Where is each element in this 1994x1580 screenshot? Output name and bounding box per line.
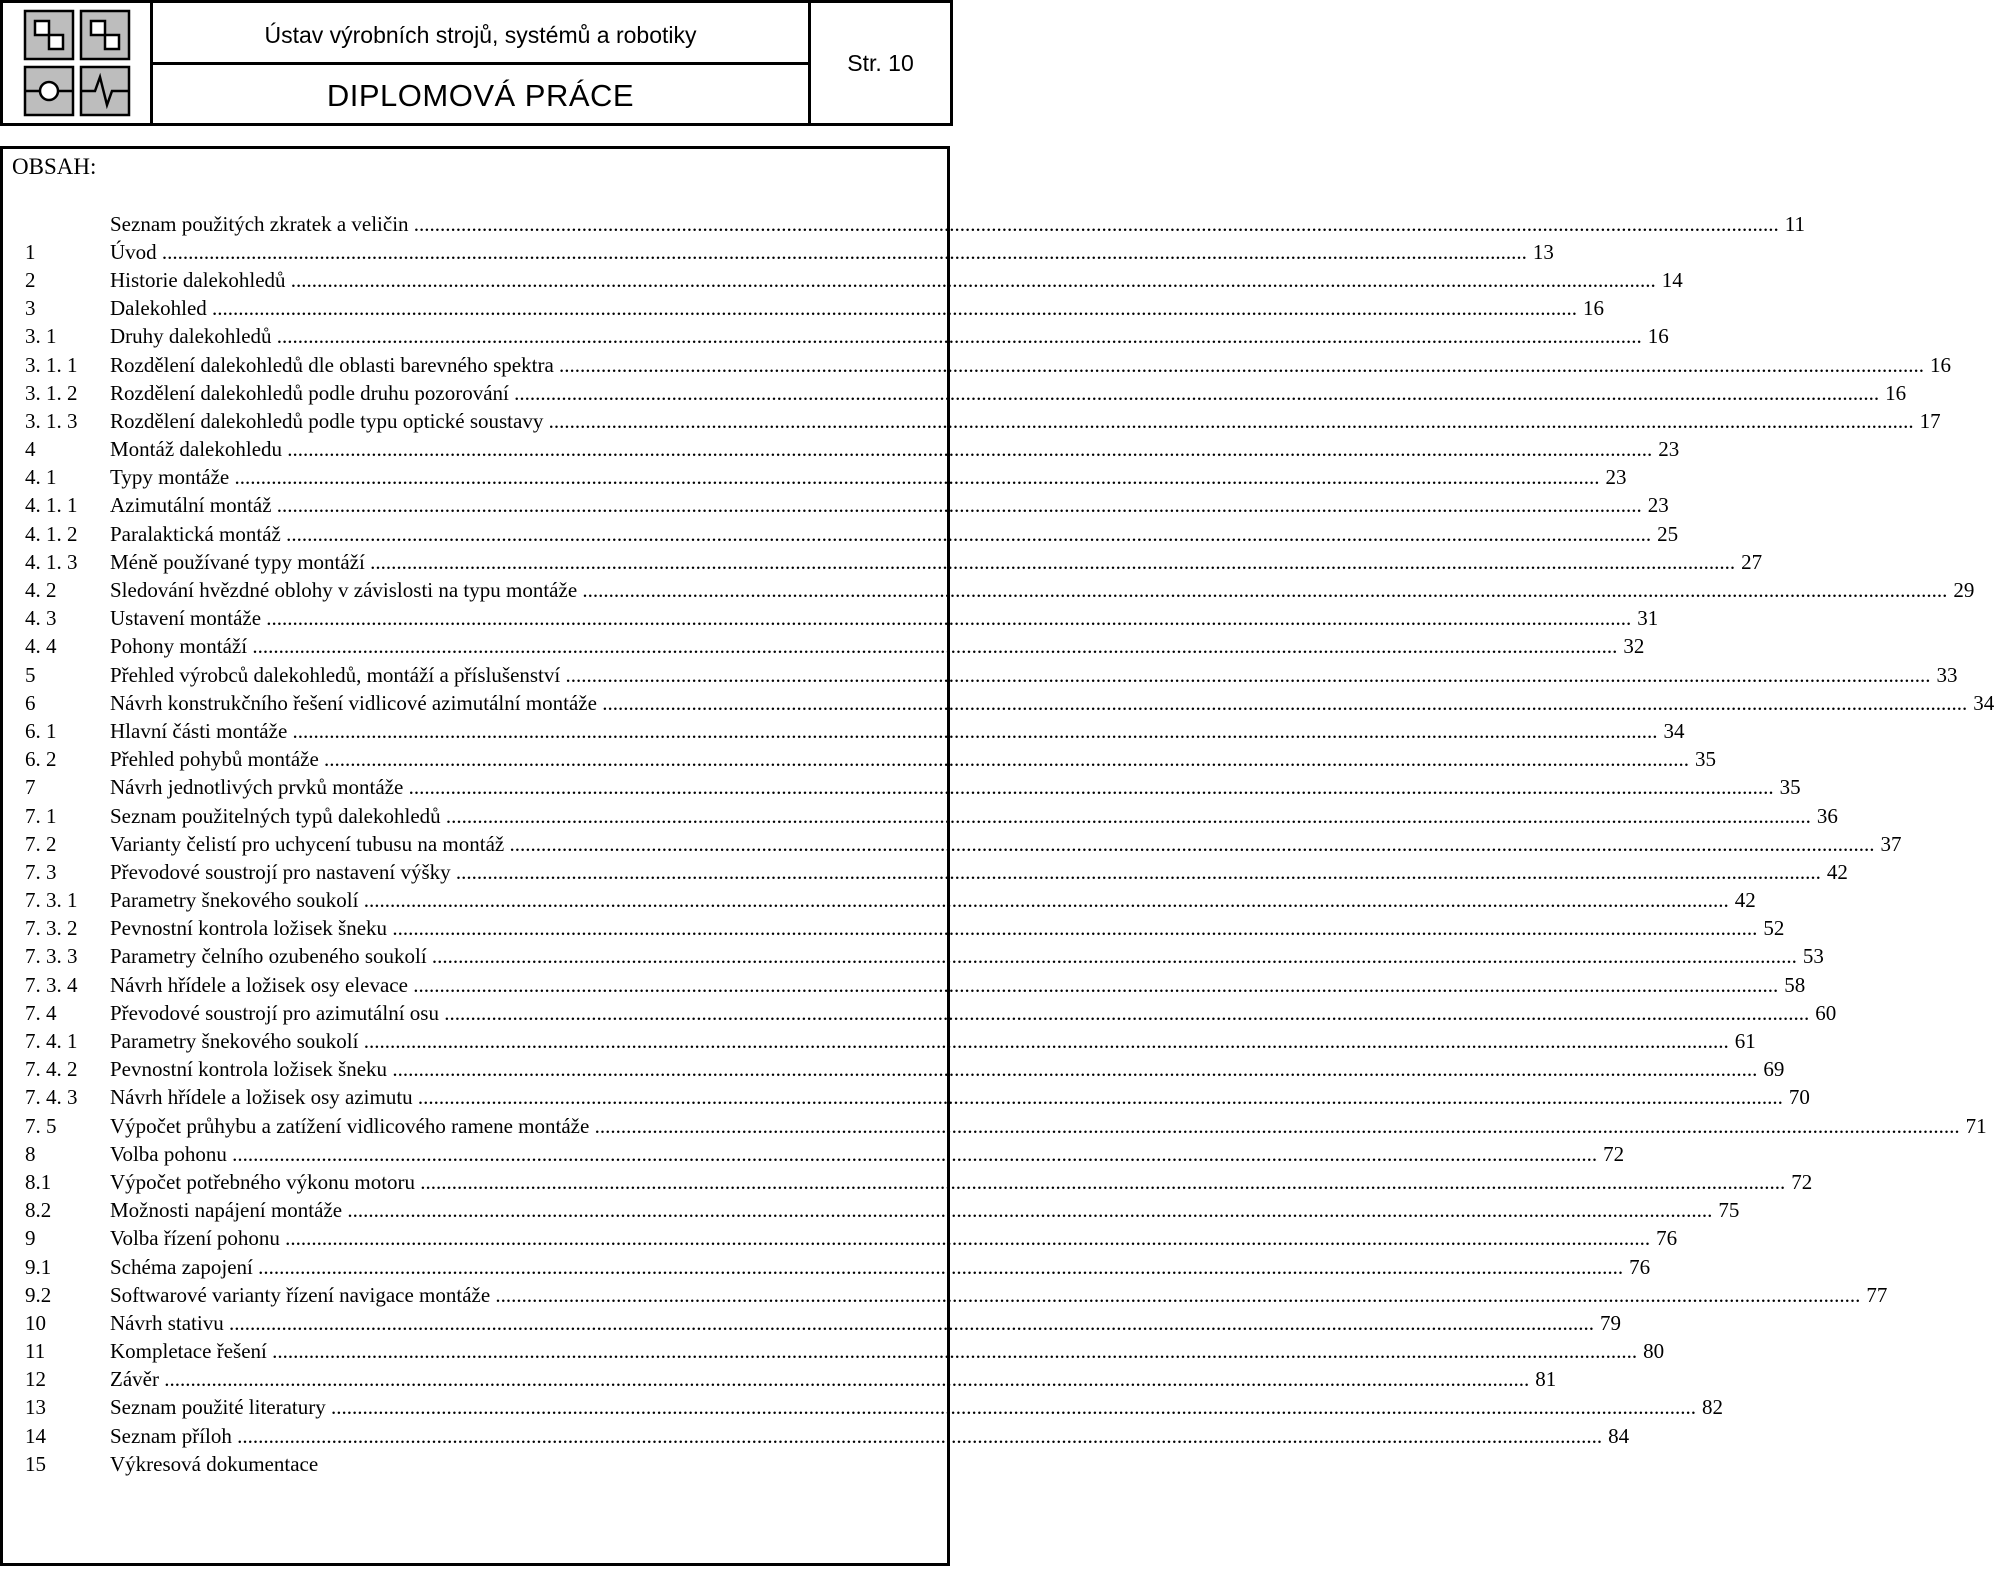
toc-entry-page: 69 [1763,1057,1785,1082]
toc-dot-leader: .................................................................................................................................................................................................................................................................... [325,1395,1697,1420]
toc-entry-title-text: Návrh hřídele a ložisek osy elevace [110,972,408,997]
toc-entry[interactable] [25,1168,1813,1196]
toc-entry[interactable] [25,436,1680,464]
toc-entry-title-text: Hlavní části montáže [110,718,288,743]
toc-entry-title [110,1395,1696,1420]
toc-entry-number: 8.1 [25,1169,52,1194]
toc-entry-number: 8 [25,1141,36,1166]
toc-entry-title [110,353,1924,378]
toc-entry[interactable] [25,1197,1740,1225]
toc-entry[interactable] [25,1112,1987,1140]
toc-entry-title-text: Seznam použitelných typů dalekohledů [110,803,441,828]
toc-entry-title-text: Pevnostní kontrola ložisek šneku [110,1057,388,1082]
toc-entry-title-text: Převodové soustrojí pro azimutální osu [110,1000,439,1025]
toc-entry-title [110,1339,1637,1364]
toc-entry-title [110,578,1947,603]
toc-entry-title [110,1283,1860,1308]
toc-entry-title [110,1170,1785,1195]
toc-entry-title-text: Úvod [110,239,157,264]
toc-dot-leader: .................................................................................................................................................................................................................................................................... [415,1169,1786,1194]
toc-entry[interactable] [25,915,1785,943]
toc-entry-title-text: Schéma zapojení [110,1254,253,1279]
toc-entry-title [110,1001,1809,1026]
toc-dot-leader: .................................................................................................................................................................................................................................................................... [560,662,1931,687]
toc-entry-number: 6 [25,690,36,715]
toc-entry-title-text: Závěr [110,1367,159,1392]
toc-entry-title [110,1198,1712,1223]
toc-entry[interactable] [25,1253,1651,1281]
toc-entry[interactable] [25,295,1605,323]
toc-entry-title-text: Historie dalekohledů [110,267,286,292]
toc-entry-page: 77 [1866,1282,1888,1307]
toc-dot-leader: .................................................................................................................................................................................................................................................................... [504,831,1875,856]
toc-entry-page: 84 [1608,1423,1630,1448]
toc-dot-leader: .................................................................................................................................................................................................................................................................... [287,718,1658,743]
toc-entry-page: 53 [1802,944,1824,969]
toc-entry-page: 75 [1718,1198,1740,1223]
toc-entry-page: 71 [1965,1113,1987,1138]
toc-dot-leader: .................................................................................................................................................................................................................................................................... [358,888,1729,913]
toc-entry-title-text: Varianty čelistí pro uchycení tubusu na montáž [110,831,505,856]
toc-entry-number: 3. 1 [25,324,57,349]
toc-entry-title [110,240,1527,265]
toc-entry-number: 4 [25,437,36,462]
toc-entry-number: 4. 1. 2 [25,521,78,546]
toc-entry-title-text: Návrh stativu [110,1310,224,1335]
toc-dot-leader: .................................................................................................................................................................................................................................................................... [412,1085,1783,1110]
toc-entry-number: 6. 1 [25,718,57,743]
toc-entry[interactable] [25,1422,1630,1450]
toc-entry-title [110,522,1651,547]
toc-entry-page: 42 [1734,888,1756,913]
toc-entry-number: 4. 1 [25,465,57,490]
toc-dot-leader: .................................................................................................................................................................................................................................................................... [553,352,1925,377]
toc-dot-leader: .................................................................................................................................................................................................................................................................... [577,578,1948,603]
toc-dot-leader: .................................................................................................................................................................................................................................................................... [223,1310,1594,1335]
toc-heading: OBSAH: [12,154,97,179]
toc-entry[interactable] [25,1394,1724,1422]
toc-entry-title [110,804,1811,829]
toc-dot-leader: .................................................................................................................................................................................................................................................................... [156,239,1527,264]
toc-entry-page: 34 [1973,690,1994,715]
toc-dot-leader: .................................................................................................................................................................................................................................................................... [231,1423,1603,1448]
toc-dot-leader: .................................................................................................................................................................................................................................................................... [589,1113,1960,1138]
toc-entry[interactable] [25,858,1848,886]
toc-entry[interactable] [25,407,1941,435]
toc-entry-page: 27 [1741,549,1763,574]
toc-entry-page: 35 [1695,747,1717,772]
toc-entry-page: 23 [1605,465,1627,490]
toc-entry[interactable] [25,1309,1621,1337]
page-header [0,0,953,126]
toc-entry-title-text: Návrh hřídele a ložisek osy azimutu [110,1085,413,1110]
toc-entry[interactable] [25,887,1756,915]
toc-entry-page: 52 [1763,916,1785,941]
toc-dot-leader: .................................................................................................................................................................................................................................................................... [408,211,1779,236]
toc-entry-title [110,1367,1529,1392]
toc-entry[interactable] [25,717,1685,745]
toc-entry-title-text: Převodové soustrojí pro nastavení výšky [110,859,451,884]
toc-dot-leader: .................................................................................................................................................................................................................................................................... [266,1339,1638,1364]
toc-dot-leader: .................................................................................................................................................................................................................................................................... [387,1057,1758,1082]
toc-entry-page: 17 [1919,408,1941,433]
toc-entry-title-text: Typy montáže [110,465,230,490]
toc-entry[interactable] [25,605,1659,633]
toc-entry-page: 16 [1647,324,1669,349]
toc-entry-title-text: Návrh jednotlivých prvků montáže [110,775,404,800]
toc-entry-title-text: Přehled pohybů montáže [110,747,319,772]
toc-dot-leader: .................................................................................................................................................................................................................................................................... [158,1367,1530,1392]
toc-entry-title-text: Softwarové varianty řízení navigace montáže [110,1282,491,1307]
toc-dot-leader: .................................................................................................................................................................................................................................................................... [490,1282,1861,1307]
toc-entry-title [110,719,1658,744]
toc-dot-leader: .................................................................................................................................................................................................................................................................... [252,1254,1624,1279]
toc-entry[interactable] [25,689,1994,717]
toc-entry-title [110,1085,1783,1110]
toc-entry-page: 82 [1702,1395,1724,1420]
toc-entry-title [110,1424,1602,1449]
toc-entry-number: 2 [25,267,36,292]
toc-entry-number: 7. 3. 4 [25,972,78,997]
toc-entry-title [110,437,1652,462]
toc-entry-page: 79 [1599,1310,1621,1335]
toc-entry-title [110,747,1689,772]
toc-dot-leader: .................................................................................................................................................................................................................................................................... [438,1000,1810,1025]
toc-dot-leader: .................................................................................................................................................................................................................................................................... [358,1029,1729,1054]
toc-entry-title [110,1226,1650,1251]
toc-entry-title-text: Parametry šnekového soukolí [110,888,359,913]
toc-dot-leader: .................................................................................................................................................................................................................................................................... [596,690,1968,715]
toc-entry-page: 60 [1815,1000,1837,1025]
toc-entry-title [110,606,1631,631]
toc-entry-title [110,465,1600,490]
toc-dot-leader: .................................................................................................................................................................................................................................................................... [247,634,1618,659]
document-type: DIPLOMOVÁ PRÁCE [326,78,635,113]
toc-dot-leader: .................................................................................................................................................................................................................................................................... [226,1141,1598,1166]
toc-entry-page: 31 [1637,606,1659,631]
toc-dot-leader: .................................................................................................................................................................................................................................................................... [285,267,1656,292]
toc-entry-title [110,691,1967,716]
toc-entry[interactable] [25,1338,1665,1366]
toc-entry-title [110,268,1656,293]
toc-entry-page: 72 [1791,1169,1813,1194]
toc-entry-number: 7. 3. 3 [25,944,78,969]
toc-entry-title-text: Druhy dalekohledů [110,324,272,349]
toc-entry-page: 11 [1784,211,1806,236]
toc-entry-title-text: Výkresová dokumentace [110,1451,319,1476]
toc-entry[interactable] [25,633,1645,661]
toc-entry-page: 16 [1930,352,1952,377]
toc-entry-page: 61 [1734,1029,1756,1054]
toc-dot-leader: .................................................................................................................................................................................................................................................................... [271,493,1642,518]
toc-entry-title-text: Rozdělení dalekohledů podle typu optické soustavy [110,408,544,433]
toc-entry-title-text: Rozdělení dalekohledů dle oblasti barevného spektra [110,352,554,377]
toc-entry-title-text: Výpočet potřebného výkonu motoru [110,1169,416,1194]
toc-entry-title-text: Parametry čelního ozubeného soukolí [110,944,427,969]
toc-entry-page: 80 [1643,1339,1665,1364]
toc-entry-page: 23 [1647,493,1669,518]
toc-entry-number: 7. 4. 1 [25,1029,78,1054]
toc-entry-number: 4. 3 [25,606,57,631]
toc-entry-title-text: Dalekohled [110,296,207,321]
toc-entry-number: 10 [25,1310,46,1335]
toc-entry-number: 7. 3. 1 [25,888,78,913]
toc-entry-number: 9 [25,1226,36,1251]
toc-entry-number: 9.1 [25,1254,52,1279]
toc-entry-number: 7. 4. 3 [25,1085,78,1110]
toc-dot-leader: .................................................................................................................................................................................................................................................................... [261,606,1632,631]
toc-entry-number: 4. 2 [25,578,57,603]
toc-entry-number: 4. 4 [25,634,57,659]
toc-dot-leader: .................................................................................................................................................................................................................................................................... [387,916,1758,941]
toc-dot-leader: .................................................................................................................................................................................................................................................................... [206,296,1578,321]
toc-entry[interactable] [25,802,1838,830]
toc-entry-title-text: Rozdělení dalekohledů podle druhu pozorování [110,380,509,405]
toc-dot-leader: .................................................................................................................................................................................................................................................................... [280,521,1652,546]
toc-entry[interactable] [25,266,1683,294]
toc-entry-number: 7. 4. 2 [25,1057,78,1082]
toc-entry-title [110,409,1914,434]
toc-entry-page: 33 [1936,662,1958,687]
toc-entry-number: 6. 2 [25,747,57,772]
toc-entry-title [110,1057,1757,1082]
toc-entry-number: 7. 2 [25,831,57,856]
toc-entry-page: 29 [1953,578,1975,603]
toc-entry-title [110,212,1779,237]
table-of-contents [25,210,1994,1478]
toc-entry-page: 16 [1583,296,1605,321]
toc-entry[interactable] [25,1140,1625,1168]
toc-entry[interactable] [25,971,1806,999]
toc-entry[interactable] [25,661,1958,689]
toc-dot-leader: .................................................................................................................................................................................................................................................................... [282,437,1653,462]
toc-entry-title [110,324,1642,349]
toc-dot-leader: .................................................................................................................................................................................................................................................................... [426,944,1797,969]
toc-entry-title [110,381,1879,406]
toc-entry-page: 23 [1658,437,1680,462]
toc-entry-title-text: Výpočet průhybu a zatížení vidlicového ramene montáže [110,1113,590,1138]
toc-entry-title [110,1311,1594,1336]
toc-entry-page: 14 [1661,267,1683,292]
toc-entry-page: 35 [1779,775,1801,800]
toc-entry-title [110,775,1774,800]
toc-entry-title-text: Paralaktická montáž [110,521,281,546]
toc-entry-title [110,973,1778,998]
toc-entry-title [110,860,1821,885]
toc-entry-title [110,832,1874,857]
toc-entry[interactable] [25,323,1669,351]
toc-entry-title [110,1452,899,1477]
toc-entry-title [110,663,1930,688]
toc-entry-title-text: Pohony montáží [110,634,248,659]
toc-entry-title [110,493,1642,518]
toc-entry-page: 13 [1532,239,1554,264]
toc-entry-title-text: Volba pohonu [110,1141,227,1166]
header-title-block [153,3,811,123]
institute-logo [3,3,153,123]
toc-entry-title-text: Parametry šnekového soukolí [110,1029,359,1054]
toc-entry-number: 8.2 [25,1198,52,1223]
toc-entry-title-text: Pevnostní kontrola ložisek šneku [110,916,388,941]
toc-dot-leader: .................................................................................................................................................................................................................................................................... [543,408,1914,433]
toc-entry-page: 32 [1623,634,1645,659]
toc-entry[interactable] [25,576,1975,604]
toc-dot-leader: .................................................................................................................................................................................................................................................................... [508,380,1880,405]
toc-entry-title [110,1114,1960,1139]
toc-entry-title [110,944,1797,969]
toc-entry-page: 76 [1656,1226,1678,1251]
toc-entry-page: 42 [1826,859,1848,884]
toc-entry-number: 1 [25,239,36,264]
toc-entry-number: 7. 1 [25,803,57,828]
toc-entry-page: 36 [1816,803,1838,828]
toc-dot-leader: .................................................................................................................................................................................................................................................................... [279,1226,1651,1251]
toc-entry-number: 7 [25,775,36,800]
toc-entry-number: 3. 1. 2 [25,380,78,405]
toc-dot-leader: .................................................................................................................................................................................................................................................................... [403,775,1774,800]
toc-entry-title [110,296,1577,321]
toc-entry-number: 12 [25,1367,46,1392]
toc-entry-title-text: Seznam použité literatury [110,1395,326,1420]
toc-entry[interactable] [25,520,1679,548]
toc-entry[interactable] [25,943,1824,971]
toc-entry-title-text: Seznam použitých zkratek a veličin [110,211,409,236]
toc-entry[interactable] [25,774,1801,802]
toc-entry-title [110,550,1735,575]
toc-dot-leader: .................................................................................................................................................................................................................................................................... [229,465,1600,490]
toc-entry-number: 4. 1. 1 [25,493,78,518]
institute-logo-icon [21,7,133,119]
toc-dot-leader: .................................................................................................................................................................................................................................................................... [450,859,1821,884]
toc-entry-number: 3 [25,296,36,321]
toc-entry-title [110,888,1729,913]
toc-entry-number: 5 [25,662,36,687]
toc-dot-leader: .................................................................................................................................................................................................................................................................... [364,549,1736,574]
toc-entry-title-text: Azimutální montáž [110,493,272,518]
toc-entry-number: 11 [25,1339,46,1364]
toc-entry[interactable] [25,238,1554,266]
toc-dot-leader: .................................................................................................................................................................................................................................................................... [271,324,1642,349]
toc-entry-page: 76 [1629,1254,1651,1279]
toc-entry[interactable] [25,746,1717,774]
toc-entry-page: 34 [1663,718,1685,743]
toc-entry-number: 3. 1. 3 [25,408,78,433]
toc-entry-number: 15 [25,1451,46,1476]
toc-entry-title-text: Kompletace řešení [110,1339,267,1364]
toc-entry-number: 3. 1. 1 [25,352,78,377]
toc-dot-leader: .................................................................................................................................................................................................................................................................... [318,747,1690,772]
toc-entry-number: 13 [25,1395,46,1420]
toc-entry-title [110,916,1757,941]
institute-name: Ústav výrobních strojů, systémů a robotiky [153,3,808,65]
toc-entry[interactable] [25,379,1907,407]
toc-entry-title-text: Možnosti napájení montáže [110,1198,343,1223]
toc-entry[interactable] [25,210,1806,238]
toc-entry[interactable] [25,1056,1785,1084]
toc-entry[interactable] [25,999,1837,1027]
toc-entry-title [110,1255,1623,1280]
toc-entry[interactable] [25,1281,1888,1309]
toc-entry[interactable] [25,492,1669,520]
toc-entry-title [110,634,1617,659]
toc-entry[interactable] [25,1027,1756,1055]
toc-dot-leader: .................................................................................................................................................................................................................................................................... [440,803,1811,828]
toc-entry-title-text: Sledování hvězdné oblohy v závislosti na typu montáže [110,578,578,603]
toc-entry-number: 7. 4 [25,1000,57,1025]
toc-entry[interactable] [25,1084,1810,1112]
toc-entry-title [110,1142,1597,1167]
toc-dot-leader: .................................................................................................................................................................................................................................................................... [407,972,1779,997]
toc-dot-leader: .................................................................................................................................................................................................................................................................... [342,1198,1713,1223]
toc-entry-page: 58 [1784,972,1806,997]
toc-entry[interactable] [25,548,1763,576]
toc-entry-number: 4. 1. 3 [25,549,78,574]
toc-entry-number: 7. 5 [25,1113,57,1138]
toc-entry-page: 37 [1880,831,1902,856]
toc-entry[interactable] [25,351,1952,379]
page-number: Str. 10 [847,50,914,76]
toc-entry-title-text: Ustavení montáže [110,606,262,631]
toc-entry-page: 25 [1657,521,1679,546]
toc-entry-page: 72 [1603,1141,1625,1166]
toc-entry[interactable] [25,1450,905,1478]
toc-entry-title-text: Méně používané typy montáží [110,549,365,574]
toc-entry-page: 16 [1885,380,1907,405]
toc-entry-title-text: Volba řízení pohonu [110,1226,280,1251]
toc-entry-number: 14 [25,1423,46,1448]
toc-entry-page: 81 [1535,1367,1557,1392]
toc-entry-title-text: Přehled výrobců dalekohledů, montáží a příslušenství [110,662,561,687]
toc-entry-title [110,1029,1729,1054]
toc-entry[interactable] [25,1225,1678,1253]
toc-entry-number: 9.2 [25,1282,52,1307]
toc-entry-title-text: Návrh konstrukčního řešení vidlicové azimutální montáže [110,690,597,715]
toc-entry-page: 70 [1788,1085,1810,1110]
toc-entry-title-text: Seznam příloh [110,1423,232,1448]
toc-entry-number: 7. 3. 2 [25,916,78,941]
toc-entry[interactable] [25,830,1902,858]
toc-entry[interactable] [25,464,1627,492]
toc-entry-title-text: Montáž dalekohledu [110,437,283,462]
toc-entry-number: 7. 3 [25,859,57,884]
toc-entry[interactable] [25,1366,1557,1394]
